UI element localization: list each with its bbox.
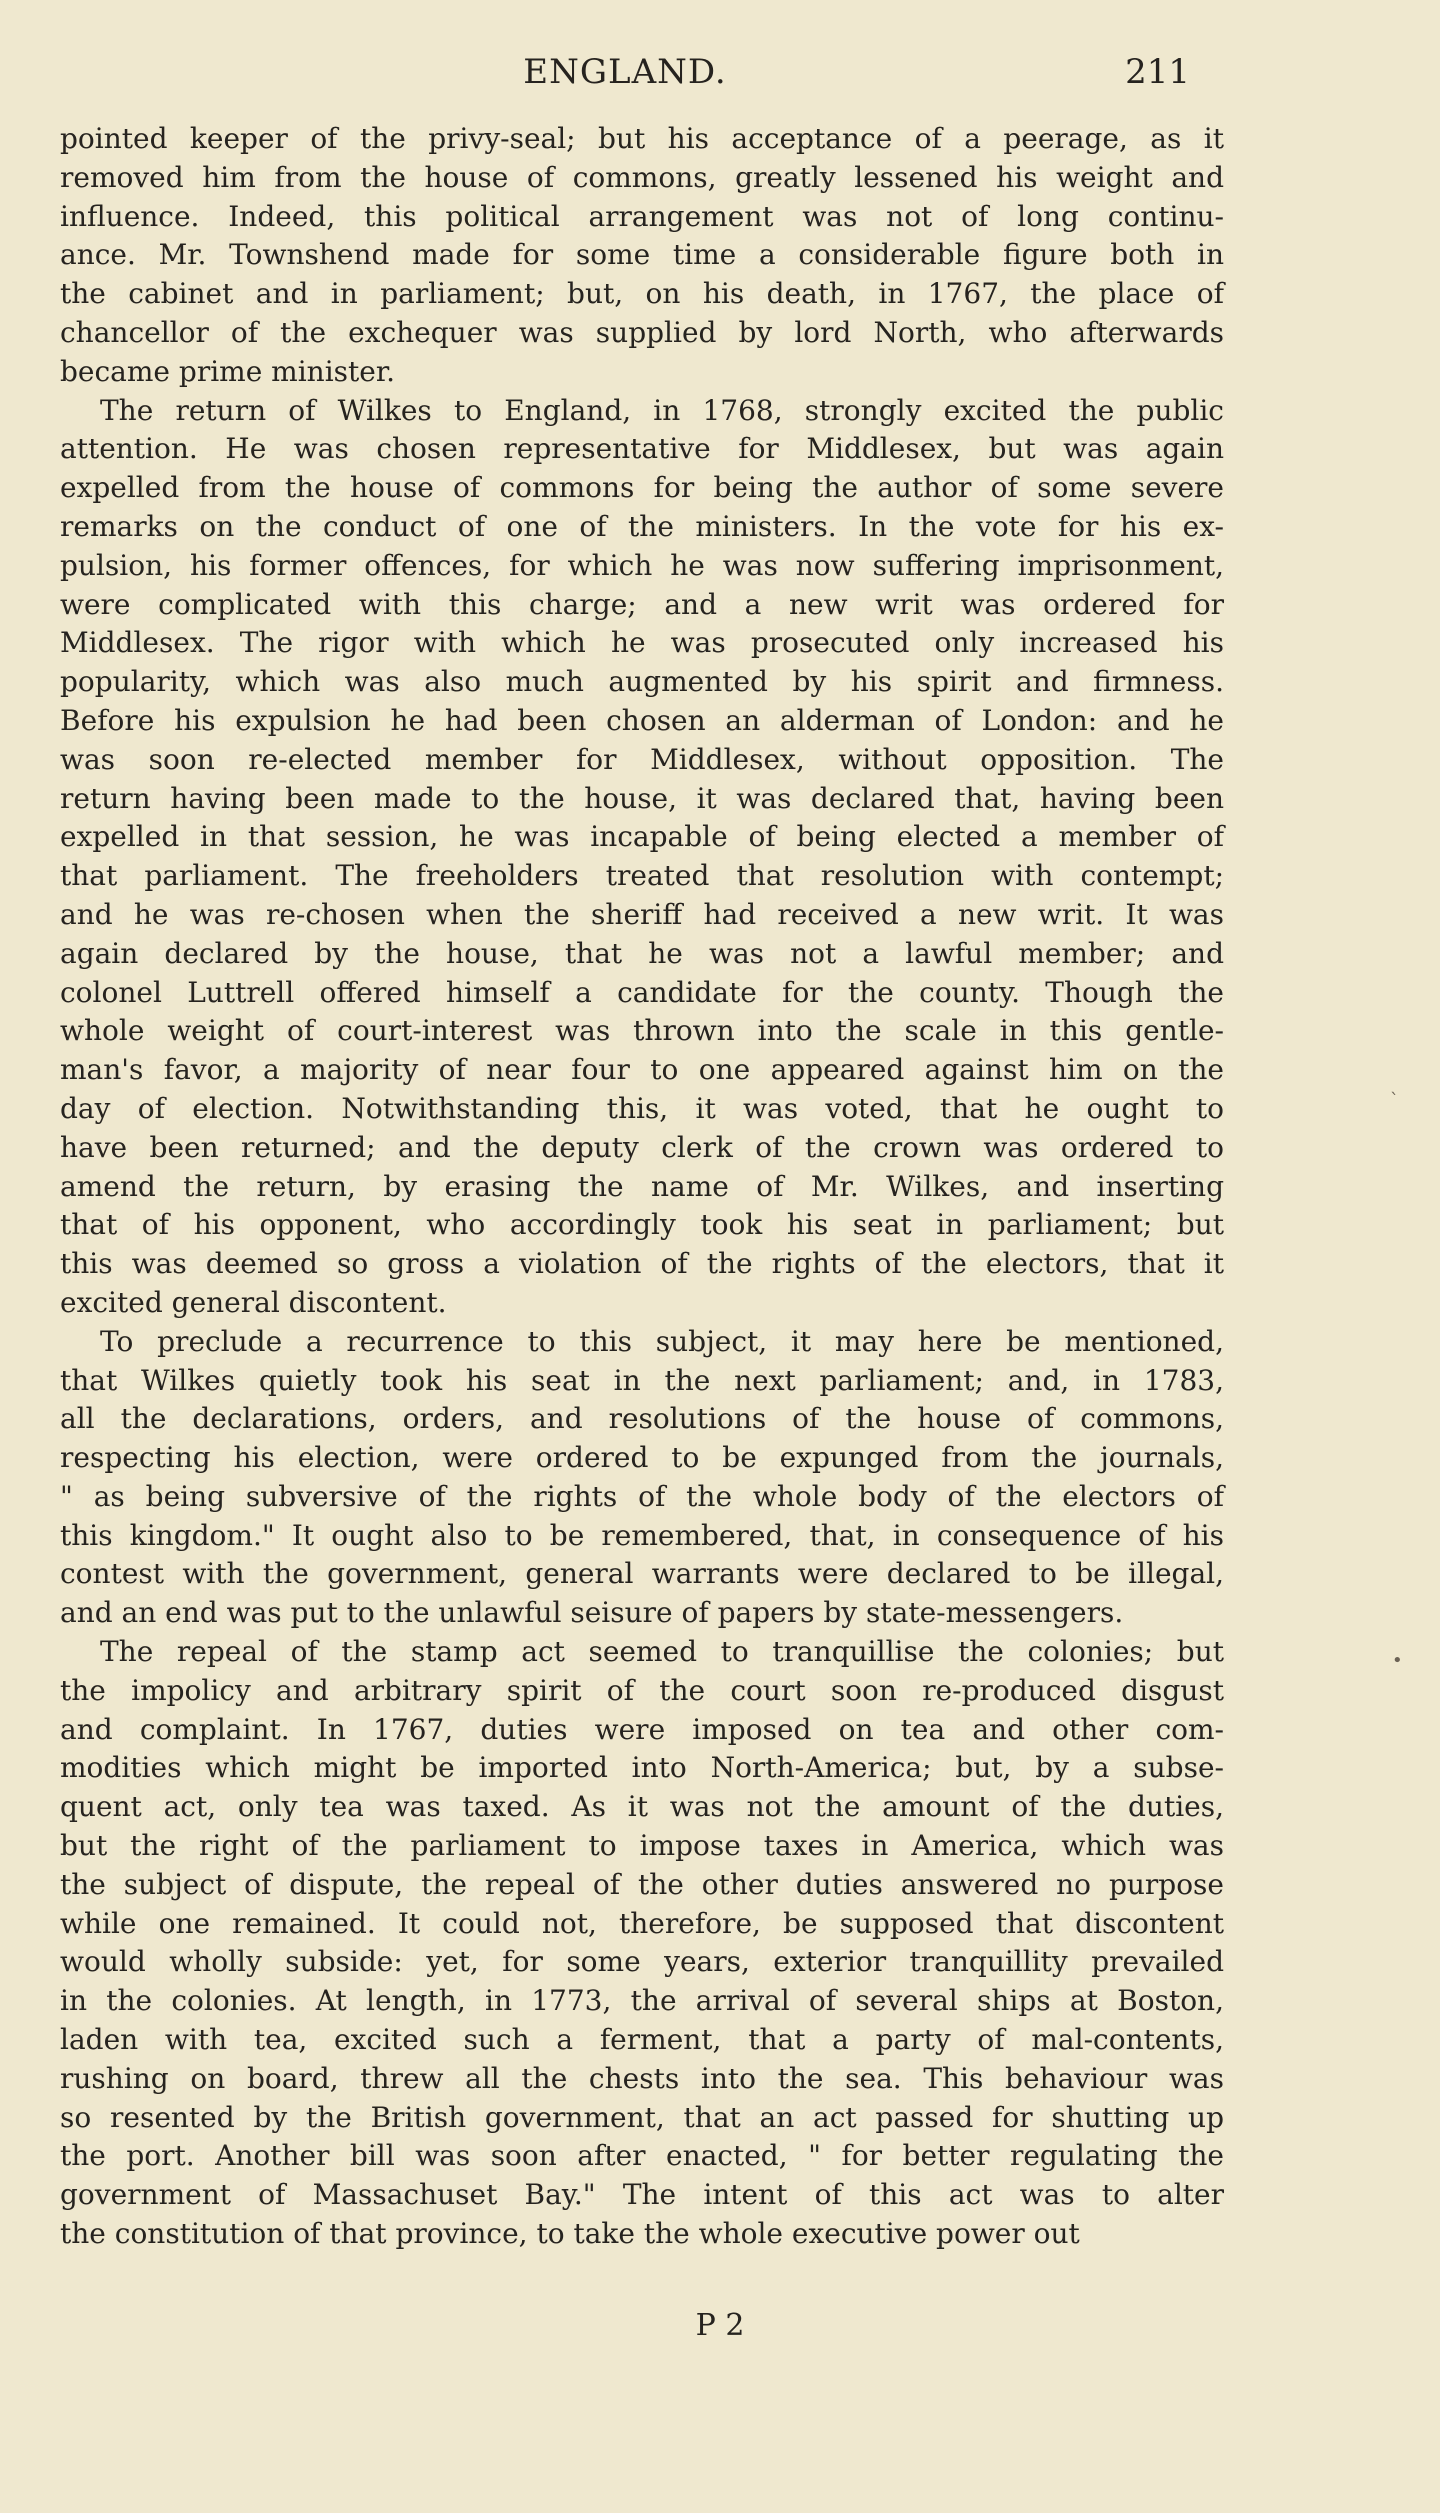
text-line: that of his opponent, who accordingly took his seat in parliament; but <box>60 1208 1224 1242</box>
text-line: The repeal of the stamp act seemed to tranquillise the colonies; but <box>100 1635 1224 1669</box>
text-line: the subject of dispute, the repeal of the other duties answered no purpose <box>60 1867 1224 1901</box>
paragraph <box>60 120 1224 392</box>
text-line: influence. Indeed, this political arrangement was not of long continu- <box>60 199 1224 233</box>
text-line: laden with tea, excited such a ferment, that a party of mal-contents, <box>60 2023 1224 2057</box>
text-line: the cabinet and in parliament; but, on his death, in 1767, the place of <box>60 277 1224 311</box>
text-line: popularity, which was also much augmented by his spirit and firmness. <box>60 665 1224 699</box>
text-line: Before his expulsion he had been chosen an alderman of London: and he <box>60 703 1224 737</box>
text-line: this was deemed so gross a violation of the rights of the electors, that it <box>60 1247 1224 1281</box>
text-line: were complicated with this charge; and a new writ was ordered for <box>60 587 1224 621</box>
text-line: removed him from the house of commons, greatly lessened his weight and <box>60 160 1224 194</box>
text-line: the impolicy and arbitrary spirit of the court soon re-produced disgust <box>60 1673 1224 1707</box>
text-line: while one remained. It could not, therefore, be supposed that discontent <box>60 1906 1224 1940</box>
text-line: chancellor of the exchequer was supplied by lord North, who afterwards <box>60 315 1224 349</box>
margin-speck: • <box>1392 1650 1403 1671</box>
margin-speck: ` <box>1390 1090 1399 1111</box>
signature-mark: P 2 <box>695 2308 745 2343</box>
text-line: that parliament. The freeholders treated that resolution with contempt; <box>60 859 1224 893</box>
text-line: remarks on the conduct of one of the ministers. In the vote for his ex- <box>60 509 1224 543</box>
text-line: in the colonies. At length, in 1773, the arrival of several ships at Boston, <box>60 1984 1224 2018</box>
text-line: the port. Another bill was soon after enacted, " for better regulating the <box>60 2139 1224 2173</box>
paragraph <box>60 1323 1224 1633</box>
text-line: contest with the government, general warrants were declared to be illegal, <box>60 1557 1224 1591</box>
text-line: this kingdom." It ought also to be remembered, that, in consequence of his <box>60 1518 1224 1552</box>
text-line: modities which might be imported into North-America; but, by a subse- <box>60 1751 1224 1785</box>
body-text <box>60 120 1224 2254</box>
page-header <box>60 52 1190 100</box>
text-line: To preclude a recurrence to this subject, it may here be mentioned, <box>100 1324 1224 1358</box>
text-line: Middlesex. The rigor with which he was prosecuted only increased his <box>60 626 1224 660</box>
paragraph <box>60 1633 1224 2254</box>
text-line: quent act, only tea was taxed. As it was not the amount of the duties, <box>60 1790 1224 1824</box>
text-line: so resented by the British government, that an act passed for shutting up <box>60 2100 1224 2134</box>
text-line: and he was re-chosen when the sheriff had received a new writ. It was <box>60 897 1224 931</box>
text-line: have been returned; and the deputy clerk of the crown was ordered to <box>60 1130 1224 1164</box>
text-line: became prime minister. <box>60 354 396 388</box>
text-line: was soon re-elected member for Middlesex, without opposition. The <box>60 742 1224 776</box>
text-line: and complaint. In 1767, duties were imposed on tea and other com- <box>60 1712 1224 1746</box>
text-line: pointed keeper of the privy-seal; but his acceptance of a peerage, as it <box>60 122 1224 155</box>
text-line: The return of Wilkes to England, in 1768, strongly excited the public <box>100 393 1224 427</box>
text-line: " as being subversive of the rights of the whole body of the electors of <box>60 1479 1224 1513</box>
text-line: expelled from the house of commons for being the author of some severe <box>60 471 1224 505</box>
text-line: attention. He was chosen representative for Middlesex, but was again <box>60 432 1224 466</box>
text-line: pulsion, his former offences, for which he was now suffering imprisonment, <box>60 548 1224 582</box>
text-line: day of election. Notwithstanding this, it was voted, that he ought to <box>60 1091 1224 1125</box>
text-line: but the right of the parliament to impose taxes in America, which was <box>60 1829 1224 1863</box>
text-line: all the declarations, orders, and resolutions of the house of commons, <box>60 1402 1224 1436</box>
text-line: return having been made to the house, it was declared that, having been <box>60 781 1224 815</box>
page-number: 211 <box>1125 52 1190 92</box>
text-line: amend the return, by erasing the name of Mr. Wilkes, and inserting <box>60 1169 1224 1203</box>
text-line: excited general discontent. <box>60 1285 447 1319</box>
text-line: government of Massachuset Bay." The intent of this act was to alter <box>60 2178 1224 2212</box>
text-line: again declared by the house, that he was not a lawful member; and <box>60 936 1224 970</box>
text-line: man's favor, a majority of near four to one appeared against him on the <box>60 1053 1224 1087</box>
text-line: would wholly subside: yet, for some years, exterior tranquillity prevailed <box>60 1945 1224 1979</box>
text-line: rushing on board, threw all the chests into the sea. This behaviour was <box>60 2061 1224 2095</box>
text-line: colonel Luttrell offered himself a candidate for the county. Though the <box>60 975 1224 1009</box>
running-title: ENGLAND. <box>523 52 727 92</box>
text-line: ance. Mr. Townshend made for some time a considerable figure both in <box>60 238 1224 272</box>
text-line: and an end was put to the unlawful seisure of papers by state-messengers. <box>60 1596 1124 1630</box>
text-line: that Wilkes quietly took his seat in the next parliament; and, in 1783, <box>60 1363 1224 1397</box>
text-line: respecting his election, were ordered to be expunged from the journals, <box>60 1441 1224 1475</box>
text-line: the constitution of that province, to take the whole executive power out <box>60 2217 1080 2251</box>
text-line: expelled in that session, he was incapable of being elected a member of <box>60 820 1224 854</box>
paragraph <box>60 392 1224 1323</box>
text-line: whole weight of court-interest was thrown into the scale in this gentle- <box>60 1014 1224 1048</box>
